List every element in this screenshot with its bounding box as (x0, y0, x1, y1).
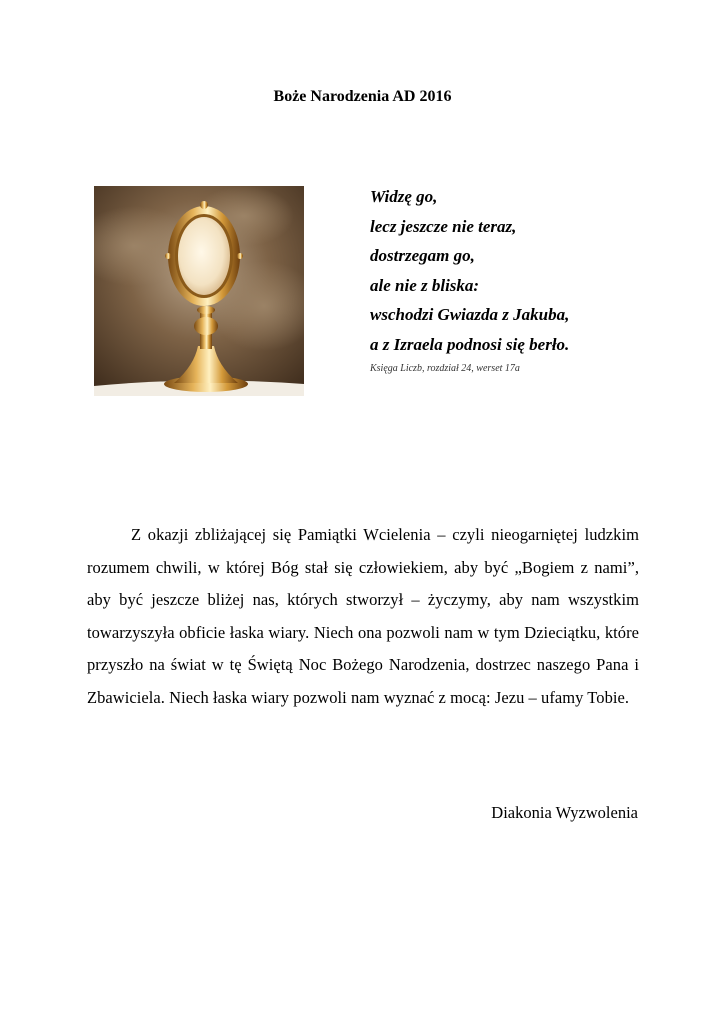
monstrance-illustration (94, 186, 304, 396)
verse-line: wschodzi Gwiazda z Jakuba, (370, 305, 570, 324)
verse-line: dostrzegam go, (370, 246, 475, 265)
bible-verse (370, 182, 690, 374)
signature: Diakonia Wyzwolenia (491, 803, 638, 822)
verse-line: a z Izraela podnosi się berło. (370, 334, 570, 354)
verse-line: ale nie z bliska: (370, 275, 480, 295)
page-title: Boże Narodzenia AD 2016 (273, 88, 452, 105)
verse-citation: Księga Liczb, rozdział 24, werset 17a (370, 363, 520, 374)
verse-line: Widzę go, (370, 187, 438, 206)
greeting-paragraph: Z okazji zbliżającej się Pamiątki Wcielenia – czyli nieogarniętej ludzkim rozumem chwili, w której Bóg stał się człowiekiem, aby być „Bogiem z nami”, aby być jeszcze bliżej nas, których stworzył – życzymy, aby nam wszystkim towarzyszyła obficie łaska wiary. Niech ona pozwoli nam w tym Dzieciątku, które przyszło na świat w tę Świętą Noc Bożego Narodzenia, dostrzec naszego Pana i Zbawiciela. Niech łaska wiary pozwoli nam wyznać z mocą: Jezu – ufamy Tobie. (87, 525, 639, 707)
verse-line: lecz jeszcze nie teraz, (370, 216, 517, 236)
monstrance-photo (94, 186, 304, 396)
